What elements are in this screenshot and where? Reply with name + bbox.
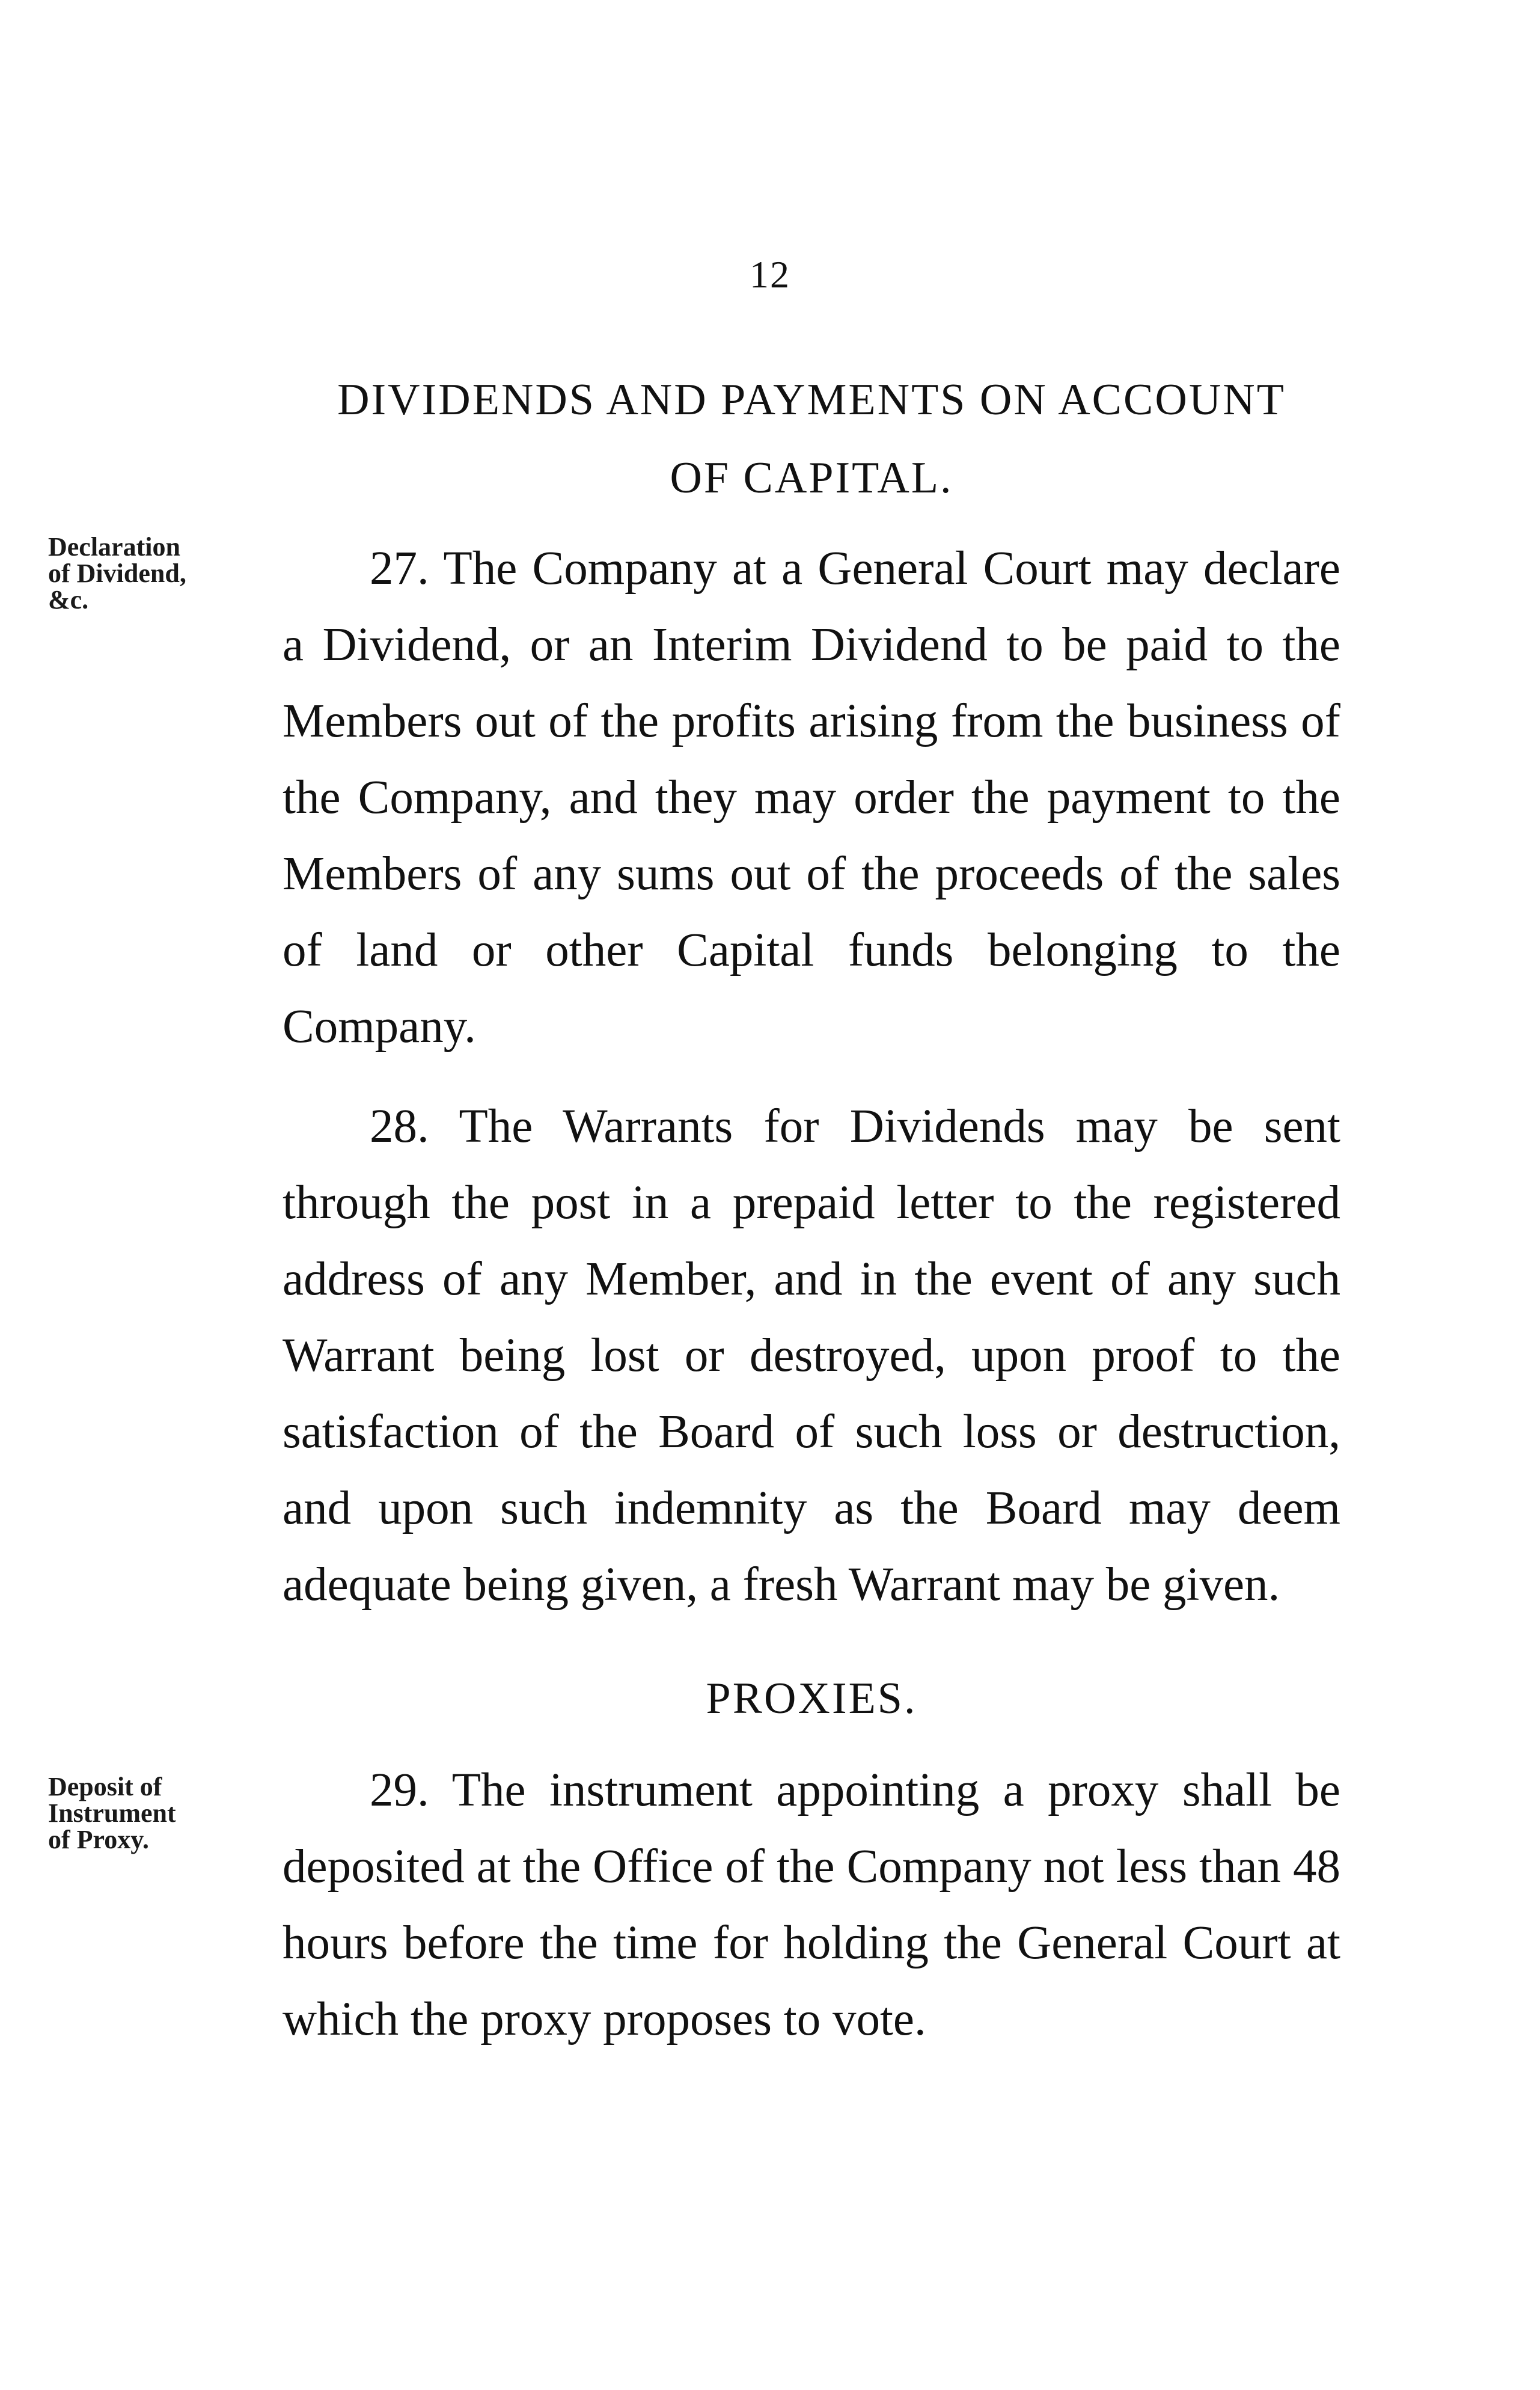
- section-heading-dividends-line1: DIVIDENDS AND PAYMENTS ON ACCOUNT: [337, 375, 1286, 424]
- side-note-line: Deposit of: [48, 1772, 162, 1801]
- page-number: 12: [750, 253, 790, 296]
- paragraph-28: 28. The Warrants for Dividends may be sent through the post in a prepaid letter to the registered address of any Member, and in the event of any such Warrant being lost or destroyed, upon proof to the satisfaction of the Board of such loss or destruction, and upon such indemnity as the Board may deem adequate being given, a fresh Warrant may be given.: [283, 1100, 1340, 1611]
- side-note-line: &c.: [48, 585, 89, 614]
- side-note-deposit-of-instrument-of-proxy: [48, 1774, 264, 1853]
- side-note-line: Instrument: [48, 1798, 176, 1828]
- side-note-line: of Dividend,: [48, 559, 186, 588]
- section-heading-dividends-line2: OF CAPITAL.: [670, 453, 953, 503]
- paragraph-29: 29. The instrument appointing a proxy shall be deposited at the Office of the Company not less than 48 hours before the time for holding the General Court at which the proxy proposes to vote.: [283, 1764, 1340, 2045]
- paragraph-27: 27. The Company at a General Court may declare a Dividend, or an Interim Dividend to be paid to the Members out of the profits arising from the business of the Company, and they may order the payment to the Members of any sums out of the proceeds of the sales of land or other Capital funds belonging to the Company.: [283, 542, 1340, 1053]
- side-note-line: Declaration: [48, 532, 180, 562]
- section-heading-dividends: [283, 361, 1340, 517]
- side-note-declaration-of-dividend: [48, 534, 264, 613]
- side-note-line: of Proxy.: [48, 1825, 149, 1854]
- section-heading-proxies: PROXIES.: [706, 1674, 917, 1723]
